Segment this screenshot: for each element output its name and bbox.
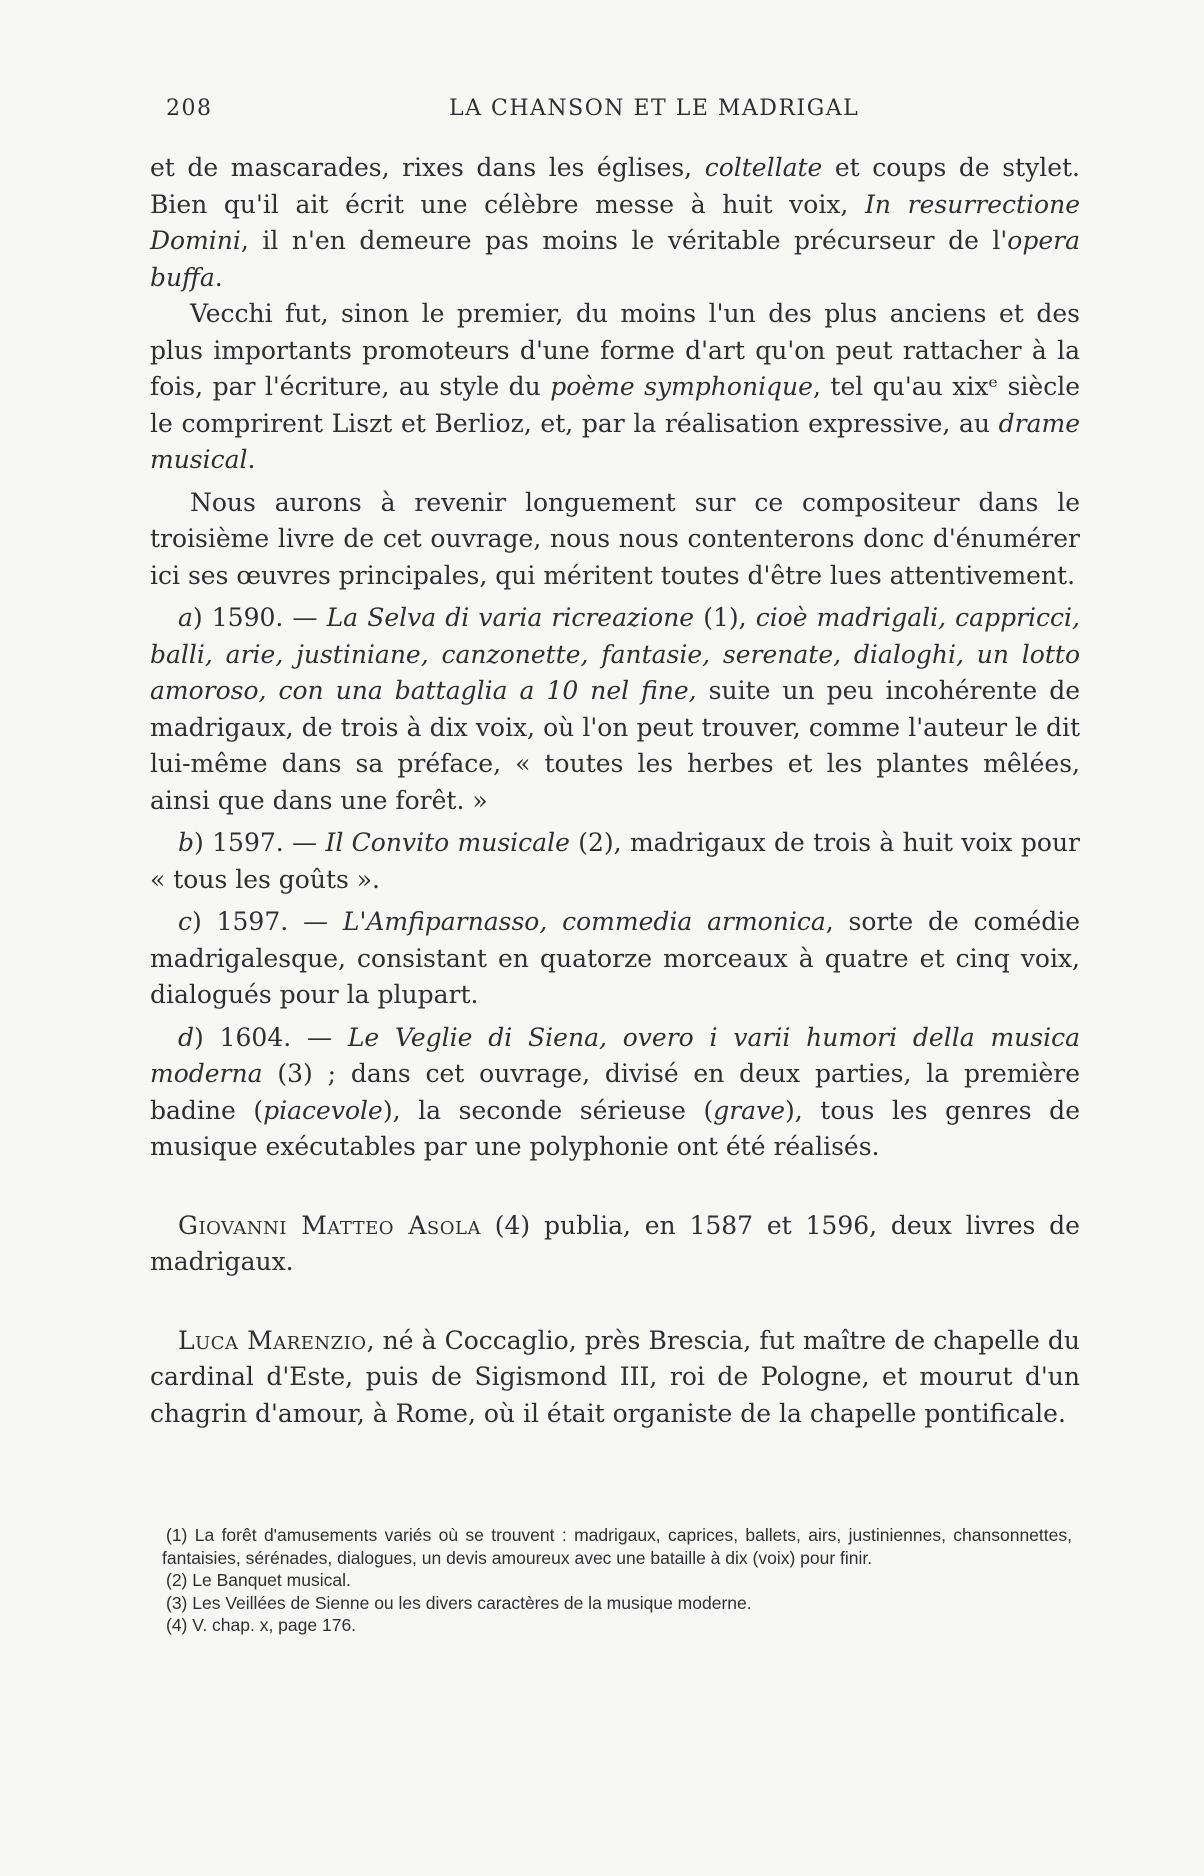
text-run: , sorte de comédie madrigalesque, consistant en quatorze morceaux à quatre et cinq voix, dialogués pour la plupart. <box>150 907 1081 1009</box>
text-run: et coups de stylet. Bien qu'il ait écrit une célèbre messe à huit voix, <box>150 153 1080 219</box>
italic-run: opera buffa <box>150 226 1080 292</box>
work-title: Il Convito musicale <box>325 828 570 857</box>
running-title: LA CHANSON ET LE MADRIGAL <box>449 96 860 121</box>
item-year: ) 1597. — <box>192 907 343 936</box>
italic-run: In resurrectione Domini <box>150 189 1080 255</box>
composer-name: Giovanni Matteo Asola <box>178 1210 481 1240</box>
footnote-1: (1) La forêt d'amusements variés où se trouvent : madrigaux, caprices, ballets, airs, justiniennes, chansonnettes, fantaisies, sérénades, dialogues, un devis amoureux avec une bataille à dix (voix) pour finir. <box>162 1525 1072 1568</box>
text-run: , tel qu'au xixᵉ siècle le comprirent Liszt et Berlioz, et, par la réalisation expressive, au <box>150 372 1081 438</box>
footnote-3: (3) Les Veillées de Sienne ou les divers caractères de la musique moderne. <box>166 1592 752 1613</box>
composer-name: Luca Marenzio <box>178 1325 367 1355</box>
text-run: (2), madrigaux de trois à huit voix pour « tous les goûts ». <box>150 828 1081 894</box>
item-label: d <box>178 1022 195 1052</box>
work-title: La Selva di varia ricreazione <box>326 603 695 632</box>
work-title: L'Amfiparnasso, commedia armonica <box>342 907 826 936</box>
text-run: . <box>214 262 223 292</box>
paragraph-2 <box>150 296 1080 479</box>
italic-run: drame musical <box>150 408 1080 474</box>
italic-run: grave <box>713 1095 785 1125</box>
footnote-2: (2) Le Banquet musical. <box>166 1570 351 1590</box>
paragraph-3: Nous aurons à revenir longuement sur ce compositeur dans le troisième livre de cet ouvrage, nous nous contenterons donc d'énumérer ici ses œuvres principales, qui méritent toutes d'être lues attentivement. <box>150 487 1080 590</box>
footnotes <box>162 1524 1072 1637</box>
text-run: ), tous les genres de musique exécutables par une polyphonie ont été réalisés. <box>150 1095 1080 1161</box>
item-year: ) 1597. — <box>194 828 326 857</box>
footnote-4: (4) V. chap. x, page 176. <box>166 1615 357 1635</box>
list-item-d <box>150 1020 1080 1166</box>
text-run: , né à Coccaglio, près Brescia, fut maître de chapelle du cardinal d'Este, puis de Sigismond III, roi de Pologne, et mourut d'un chagrin d'amour, à Rome, où il était organiste de la chapelle pontificale. <box>150 1325 1081 1428</box>
item-label: a <box>178 603 193 632</box>
work-title: Le Veglie di Siena, overo i varii humori della musica moderna <box>150 1022 1080 1088</box>
italic-run: coltellate <box>704 153 823 182</box>
text-run: suite un peu incohérente de madrigaux, de trois à dix voix, où l'on peut trouver, comme l'auteur le dit lui-même dans sa préface, « toutes les herbes et les plantes mêlées, ainsi que dans une forêt. » <box>150 676 1081 815</box>
italic-run: piacevole <box>263 1095 383 1125</box>
text-run: (4) publia, en 1587 et 1596, deux livres de madrigaux. <box>150 1210 1080 1276</box>
item-label: c <box>178 907 193 936</box>
page-number: 208 <box>166 96 213 121</box>
text-run: , il n'en demeure pas moins le véritable précurseur de l' <box>240 226 1008 255</box>
italic-run: poème symphonique <box>550 372 813 401</box>
italic-run: cioè madrigali, cappricci, balli, arie, justiniane, canzonette, fantasie, serenate, dialoghi, un lotto amoroso, con una battaglia a 10 nel fine, <box>150 603 1080 705</box>
list-item-b <box>150 825 1080 898</box>
text-run: ), la seconde sérieuse ( <box>382 1095 714 1125</box>
list-item-c <box>150 904 1080 1014</box>
item-label: b <box>178 828 195 857</box>
item-year: ) 1590. — <box>192 603 327 632</box>
item-year: ) 1604. — <box>194 1022 348 1052</box>
running-header <box>166 96 1076 128</box>
paragraph-1 <box>150 150 1080 296</box>
paragraph-marenzio <box>150 1323 1080 1433</box>
text-run: (1), <box>694 603 756 632</box>
text-run: (3) ; dans cet ouvrage, divisé en deux parties, la première badine ( <box>150 1059 1080 1125</box>
text-run: Vecchi fut, sinon le premier, du moins l'un des plus anciens et des plus importants promoteurs d'une forme d'art qu'on peut rattacher à la fois, par l'écriture, au style du <box>150 299 1080 401</box>
main-text <box>150 150 1080 1432</box>
text-run: . <box>247 445 256 474</box>
paragraph-asola <box>150 1208 1080 1281</box>
text-run: et de mascarades, rixes dans les églises, <box>150 153 705 182</box>
list-item-a <box>150 600 1080 819</box>
